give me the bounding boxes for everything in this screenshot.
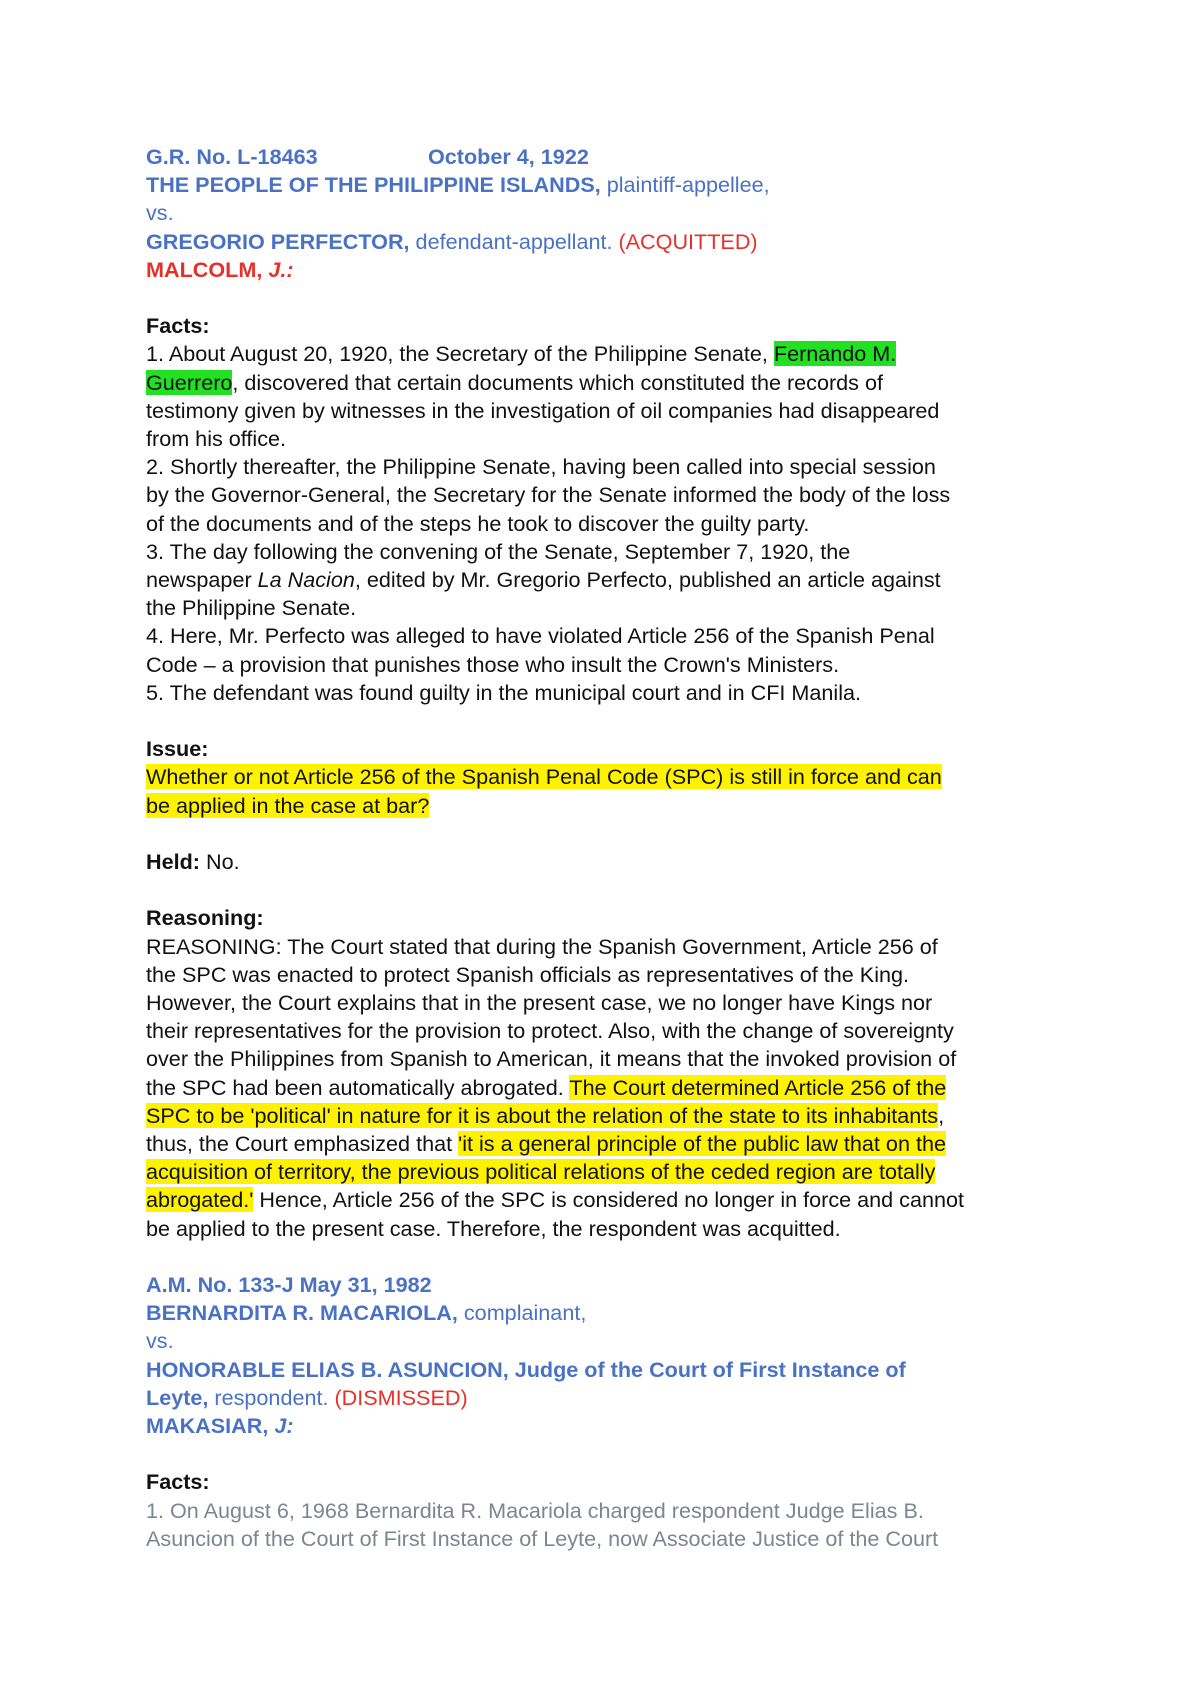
case2-respondent: HONORABLE ELIAS B. ASUNCION, Judge of the Court of First Instance of [146, 1356, 906, 1382]
case2-verdict: (DISMISSED) [328, 1384, 468, 1410]
reasoning-text: Hence, Article 256 of the SPC is considered no longer in force and cannot [253, 1187, 965, 1213]
reasoning-text: , [938, 1102, 945, 1128]
case2-complainant: BERNARDITA R. MACARIOLA, [146, 1300, 458, 1326]
reasoning-line [146, 1158, 1066, 1186]
case2-fact-1: 1. On August 6, 1968 Bernardita R. Macariola charged respondent Judge Elias B. [146, 1497, 924, 1523]
document-body [146, 143, 1066, 1553]
reasoning-line: However, the Court explains that in the present case, we no longer have Kings nor [146, 990, 933, 1016]
case1-ponente: MALCOLM, [146, 256, 269, 282]
reasoning-line [146, 1102, 1066, 1130]
case1-plaintiff: THE PEOPLE OF THE PHILIPPINE ISLANDS, [146, 172, 601, 198]
case2-vs-line [146, 1327, 1066, 1355]
case1-fact-3-cont: the Philippine Senate. [146, 595, 357, 621]
case2-respondent-cont: Leyte, [146, 1384, 209, 1410]
highlighted-reasoning: acquisition of territory, the previous political relations of the ceded region are totally [146, 1159, 936, 1185]
case1-date: October 4, 1922 [428, 144, 589, 169]
case1-plaintiff-line [146, 171, 1066, 199]
case1-fact-2-cont: of the documents and of the steps he took to discover the guilty party. [146, 510, 810, 536]
case1-issue-heading: Issue: [146, 736, 209, 762]
held-value: No. [199, 849, 240, 875]
case1-fact-1-cont: from his office. [146, 426, 287, 452]
case2-complainant-role: complainant, [457, 1300, 587, 1326]
case1-issue-line [146, 792, 1066, 820]
case1-fact-2: 2. Shortly thereafter, the Philippine Senate, having been called into special session [146, 454, 936, 480]
reasoning-line [146, 1130, 1066, 1158]
case1-ponente-line [146, 256, 1066, 284]
highlighted-reasoning: SPC to be 'political' in nature for it is about the relation of the state to its inhabitants [146, 1102, 939, 1128]
reasoning-line: over the Philippines from Spanish to American, it means that the invoked provision of [146, 1046, 957, 1072]
reasoning-text: thus, the Court emphasized that [146, 1131, 459, 1157]
case1-fact-1-cont: testimony given by witnesses in the investigation of oil companies had disappeared [146, 397, 940, 423]
case2-vs: vs. [146, 1328, 174, 1354]
case2-citation: A.M. No. 133-J May 31, 1982 [146, 1272, 432, 1298]
case1-fact-3: 3. The day following the convening of the Senate, September 7, 1920, the [146, 538, 851, 564]
case1-fact-3-cont [146, 566, 1066, 594]
case1-plaintiff-role: plaintiff-appellee, [600, 172, 770, 198]
case1-ponente-j: J.: [268, 256, 294, 282]
highlighted-reasoning: 'it is a general principle of the public law that on the [458, 1131, 946, 1157]
case2-complainant-line [146, 1299, 1066, 1327]
reasoning-line: their representatives for the provision to protect. Also, with the change of sovereignty [146, 1018, 954, 1044]
case1-issue-line [146, 763, 1066, 791]
fact-text: , discovered that certain documents which constituted the records of [232, 369, 883, 395]
case1-fact-4-cont: Code – a provision that punishes those who insult the Crown's Ministers. [146, 651, 840, 677]
reasoning-line: REASONING: The Court stated that during the Spanish Government, Article 256 of [146, 933, 938, 959]
case1-held [146, 848, 1066, 876]
case1-gr-number: G.R. No. L-18463 [146, 144, 318, 169]
case1-fact-1-cont [146, 369, 1066, 397]
case2-respondent-line [146, 1384, 1066, 1412]
case1-verdict: (ACQUITTED) [612, 228, 758, 254]
case1-fact-4: 4. Here, Mr. Perfecto was alleged to have violated Article 256 of the Spanish Penal [146, 623, 935, 649]
case2-ponente-j: J: [274, 1413, 294, 1439]
fact-text: , edited by Mr. Gregorio Perfecto, published an article against [354, 567, 941, 593]
case1-vs-line [146, 199, 1066, 227]
case1-citation [146, 143, 1066, 171]
highlighted-reasoning: The Court determined Article 256 of the [569, 1074, 947, 1100]
case1-defendant-line [146, 228, 1066, 256]
case1-defendant-role: defendant-appellant. [409, 228, 613, 254]
highlighted-reasoning: abrogated.' [146, 1187, 254, 1213]
case2-ponente-line [146, 1412, 1066, 1440]
reasoning-line [146, 1186, 1066, 1214]
fact-text: 1. About August 20, 1920, the Secretary of the Philippine Senate, [146, 341, 774, 367]
case1-facts-heading: Facts: [146, 313, 210, 339]
reasoning-text: the SPC had been automatically abrogated. [146, 1074, 570, 1100]
case2-fact-1-cont: Asuncion of the Court of First Instance of Leyte, now Associate Justice of the Court [146, 1525, 939, 1551]
case1-fact-5: 5. The defendant was found guilty in the municipal court and in CFI Manila. [146, 679, 862, 705]
reasoning-line: the SPC was enacted to protect Spanish officials as representatives of the King. [146, 961, 910, 987]
fact-text: newspaper [146, 567, 258, 593]
case1-fact-1 [146, 340, 1066, 368]
case1-reasoning-heading: Reasoning: [146, 905, 264, 931]
newspaper-name: La Nacion [257, 567, 355, 593]
highlighted-issue: Whether or not Article 256 of the Spanish Penal Code (SPC) is still in force and can [146, 764, 942, 790]
case2-respondent-role: respondent. [208, 1384, 329, 1410]
case1-fact-2-cont: by the Governor-General, the Secretary for the Senate informed the body of the loss [146, 482, 951, 508]
case1-vs: vs. [146, 200, 174, 226]
highlighted-issue: be applied in the case at bar? [146, 792, 430, 818]
case2-facts-heading: Facts: [146, 1469, 210, 1495]
case1-defendant: GREGORIO PERFECTOR, [146, 228, 410, 254]
reasoning-line: be applied to the present case. Therefore, the respondent was acquitted. [146, 1215, 841, 1241]
case2-ponente: MAKASIAR, [146, 1413, 275, 1439]
held-label: Held: [146, 849, 200, 875]
reasoning-line [146, 1074, 1066, 1102]
highlight-name: Fernando M. [773, 341, 897, 367]
highlight-name: Guerrero [146, 369, 233, 395]
